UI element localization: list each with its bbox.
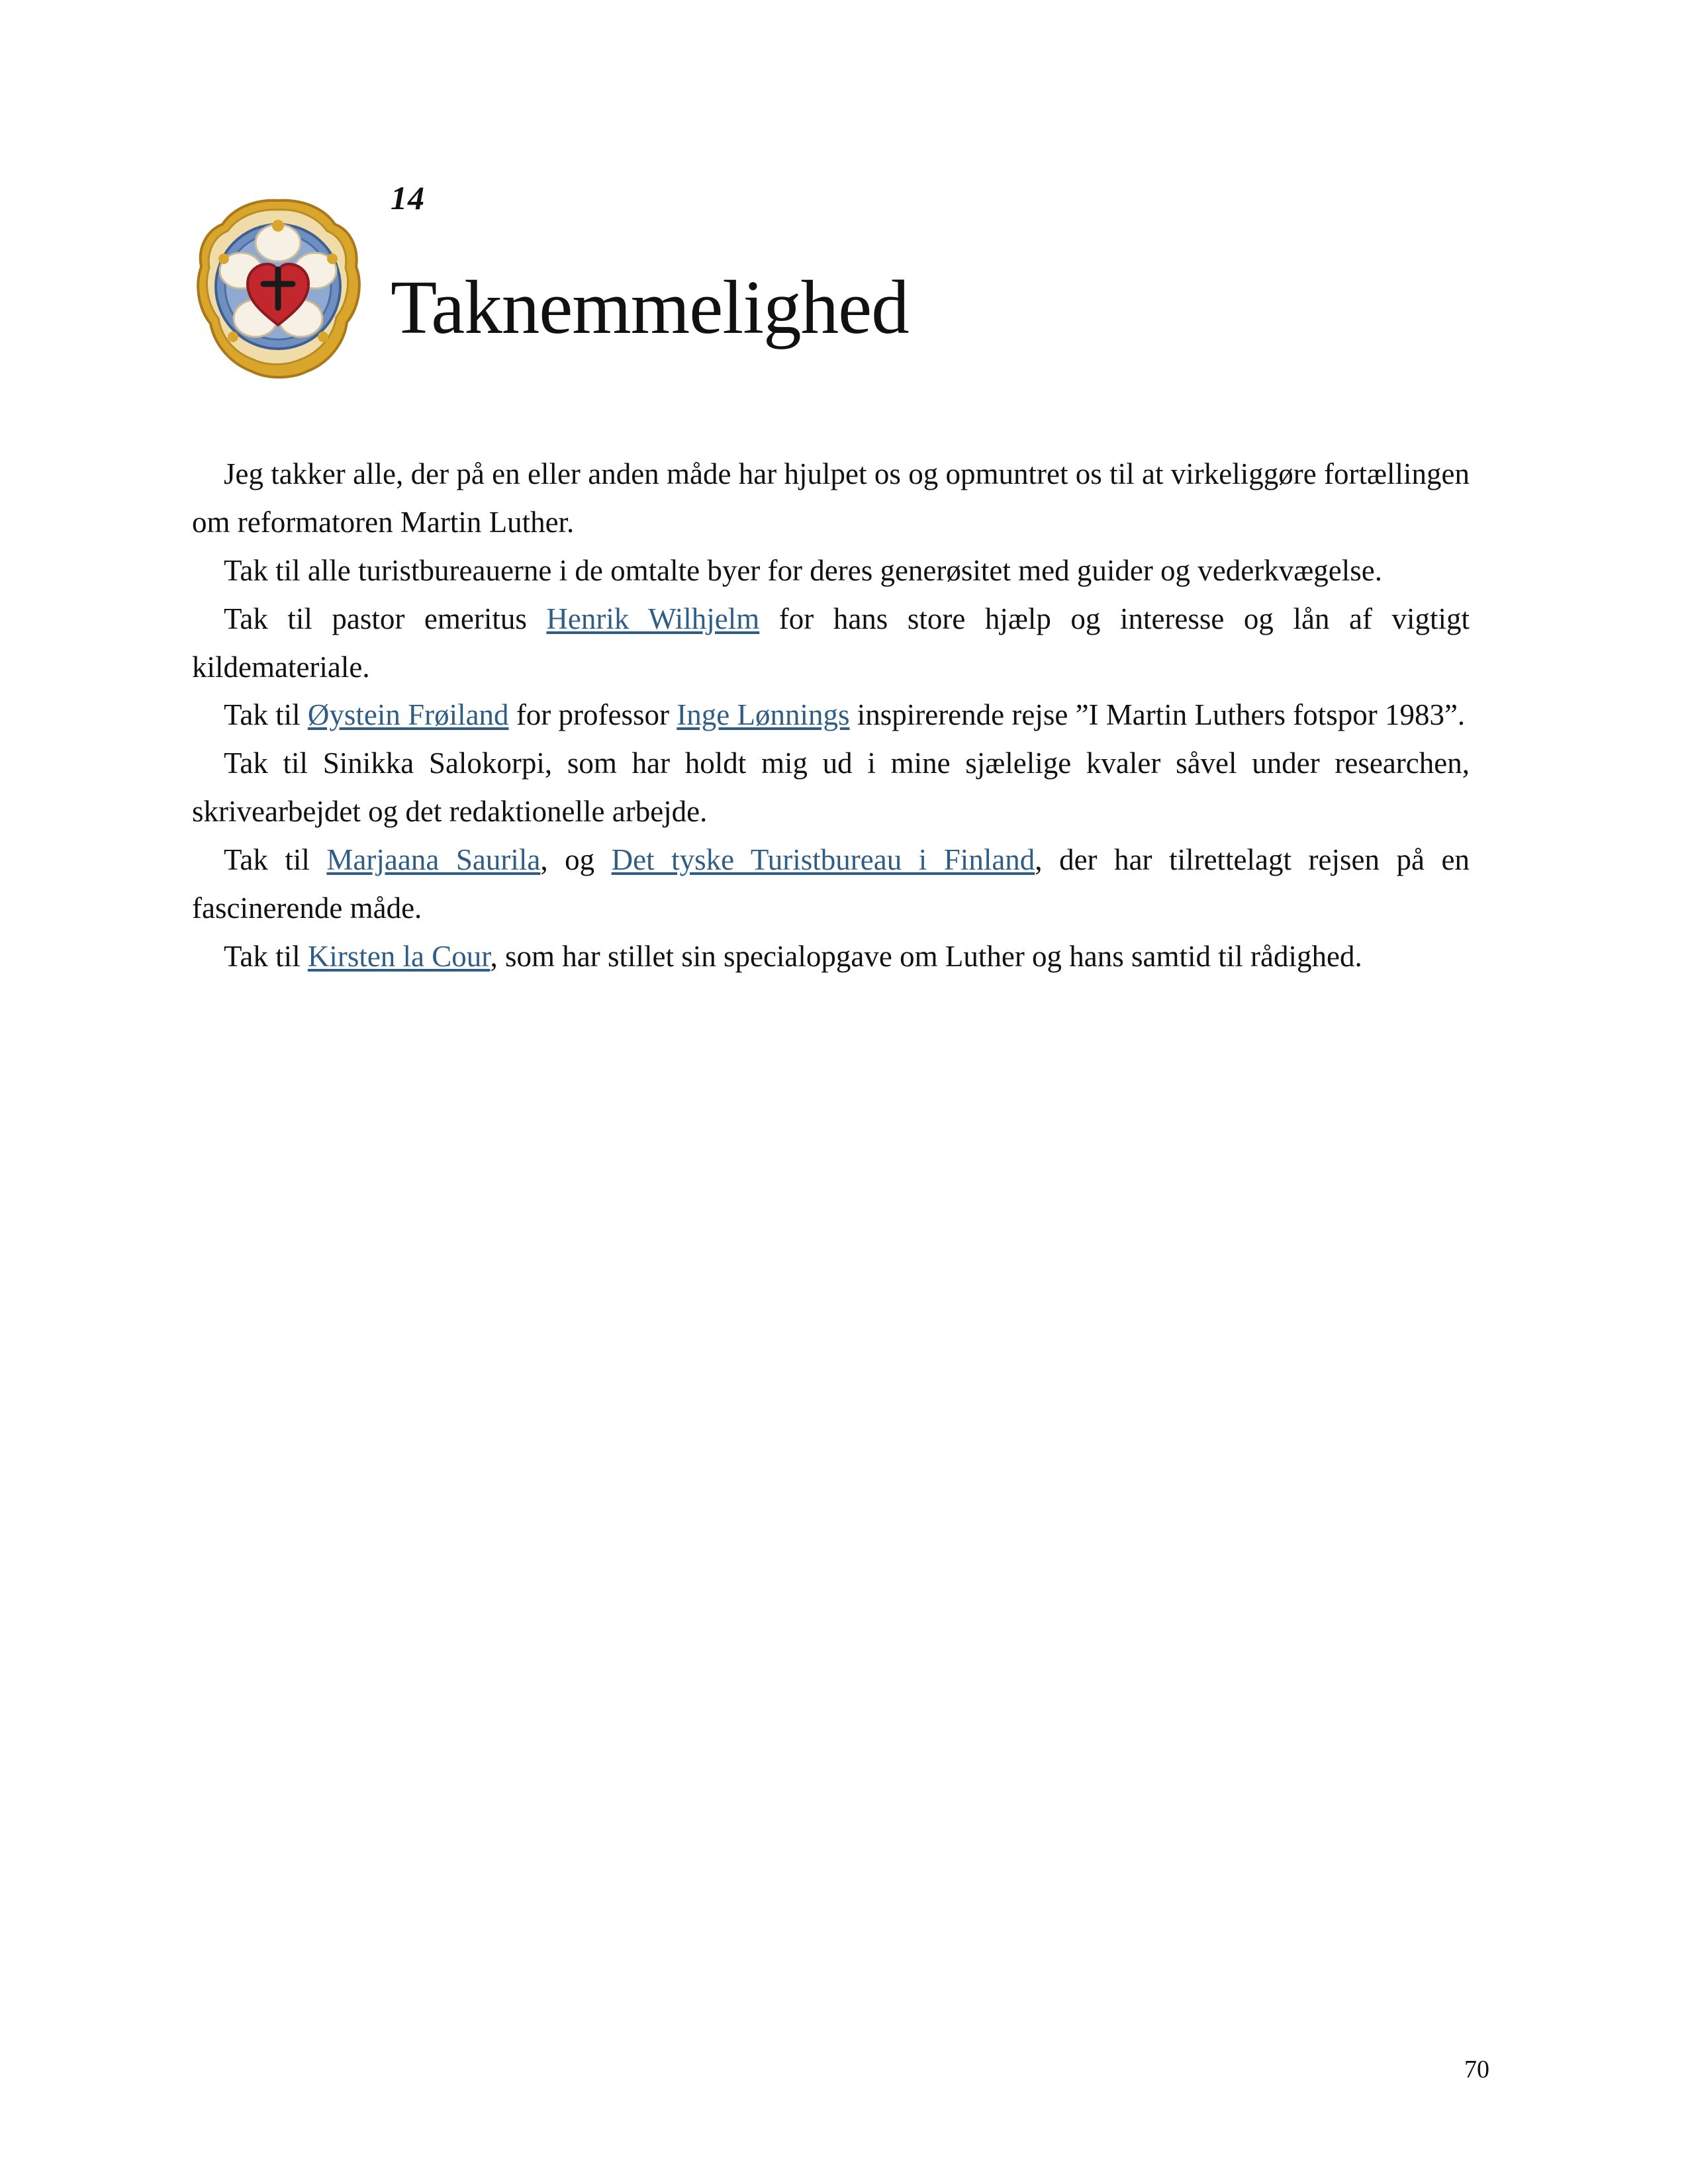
link-inge-lonnings[interactable]: Inge Lønnings	[677, 698, 850, 732]
body-text	[192, 450, 1470, 981]
text-run: Jeg takker alle, der på en eller anden måde har hjulpet os og opmuntret os til at virkeliggøre fortællingen om reformatoren Martin Luther.	[192, 457, 1470, 539]
text-run: Tak til	[224, 939, 308, 973]
paragraph-7	[192, 933, 1470, 981]
luther-rose-icon	[192, 195, 364, 381]
paragraph-4	[192, 691, 1470, 739]
text-run: Tak til pastor emeritus	[224, 602, 547, 635]
paragraph-6	[192, 836, 1470, 933]
paragraph-5	[192, 739, 1470, 836]
text-run: Tak til	[224, 698, 308, 732]
link-kirsten-la-cour[interactable]: Kirsten la Cour	[307, 939, 491, 973]
text-run: inspirerende rejse ”I Martin Luthers fotspor 1983”.	[849, 698, 1466, 732]
page-title: Taknemmelighed	[391, 265, 909, 350]
text-run: for hans store hjælp og interesse og lån af vigtigt kildemateriale.	[192, 602, 1470, 684]
page-number: 70	[1464, 2056, 1489, 2083]
link-henrik-wilhjelm[interactable]: Henrik Wilhjelm	[546, 602, 760, 635]
paragraph-2	[192, 547, 1470, 595]
chapter-header	[192, 179, 1450, 404]
text-run: Tak til alle turistbureauerne i de omtalte byer for deres generøsitet med guider og vederkvægelse.	[224, 553, 1382, 587]
text-run: Tak til	[224, 843, 327, 877]
paragraph-3	[192, 595, 1470, 692]
text-run: , der har tilrettelagt rejsen på en fascinerende måde.	[192, 843, 1470, 925]
paragraph-1	[192, 450, 1470, 547]
text-run: , og	[540, 843, 612, 877]
link-marjaana-saurila[interactable]: Marjaana Saurila	[326, 843, 541, 877]
text-run: Tak til Sinikka Salokorpi, som har holdt mig ud i mine sjælelige kvaler såvel under researchen, skrivearbejdet og det redaktionelle arbejde.	[192, 747, 1470, 829]
text-run: for professor	[508, 698, 677, 732]
link-det-tyske-turistbureau-i-finland[interactable]: Det tyske Turistbureau i Finland	[611, 843, 1035, 877]
link-oystein-froiland[interactable]: Øystein Frøiland	[307, 698, 509, 732]
text-run: , som har stillet sin specialopgave om Luther og hans samtid til rådighed.	[490, 939, 1362, 973]
chapter-number: 14	[391, 179, 425, 216]
